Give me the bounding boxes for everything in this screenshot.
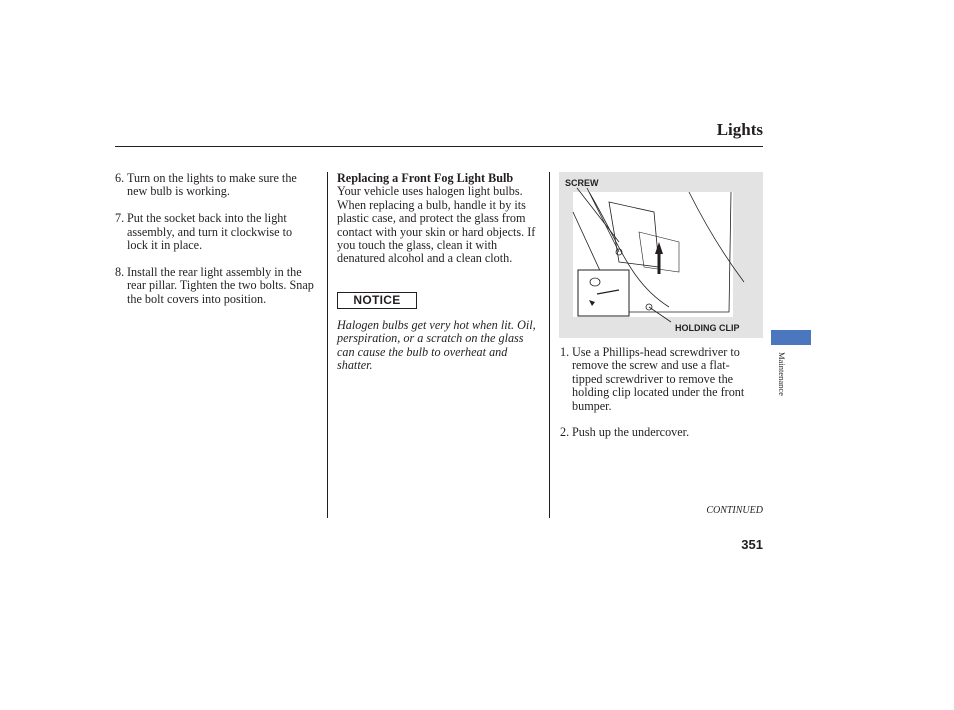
column-divider <box>549 172 550 518</box>
middle-column <box>337 172 543 266</box>
step-text: Push up the undercover. <box>572 425 690 440</box>
step-text: Put the socket back into the light assembly, and turn it clockwise to lock it in place. <box>127 211 293 253</box>
push-arrow-shaft <box>658 254 661 274</box>
list-item <box>115 266 315 306</box>
list-item <box>560 346 760 413</box>
list-item <box>115 172 315 199</box>
step-text: Turn on the lights to make sure the new bulb is working. <box>127 171 297 199</box>
column-divider <box>327 172 328 518</box>
fog-light-figure <box>559 172 763 338</box>
undercover-illustration <box>559 172 763 338</box>
list-item <box>560 426 760 439</box>
section-tab-label: Maintenance <box>777 352 787 396</box>
left-column <box>115 172 315 319</box>
step-number: 2. <box>560 425 570 440</box>
section-body: Your vehicle uses halogen light bulbs. When replacing a bulb, handle it by its plastic case, and protect the glass from contact with your skin or hard objects. If you touch the glass, clean it with denatured alcohol and a clean cloth. <box>337 184 536 266</box>
section-tab <box>771 330 811 345</box>
screw-label: SCREW <box>565 178 599 188</box>
page-title: Lights <box>716 120 763 139</box>
step-number: 1. <box>560 345 570 359</box>
list-item <box>115 212 315 252</box>
step-text: Install the rear light assembly in the rear pillar. Tighten the two bolts. Snap the bolt covers into position. <box>127 264 314 306</box>
notice-label: NOTICE <box>337 292 417 309</box>
step-text: Use a Phillips-head screwdriver to remove the screw and use a flat-tipped screwdriver to remove the holding clip located under the front bumper. <box>572 345 745 413</box>
continued-label: CONTINUED <box>706 505 763 516</box>
page-number: 351 <box>741 537 763 552</box>
step-number: 8. <box>115 264 125 279</box>
section-heading: Replacing a Front Fog Light Bulb <box>337 171 514 185</box>
step-number: 6. <box>115 171 125 185</box>
right-column <box>560 346 760 453</box>
holding-clip-label: HOLDING CLIP <box>675 323 740 333</box>
header-rule <box>115 146 763 147</box>
step-number: 7. <box>115 211 125 226</box>
notice-text: Halogen bulbs get very hot when lit. Oil, perspiration, or a scratch on the glass can cause the bulb to overheat and shatter. <box>337 318 536 373</box>
